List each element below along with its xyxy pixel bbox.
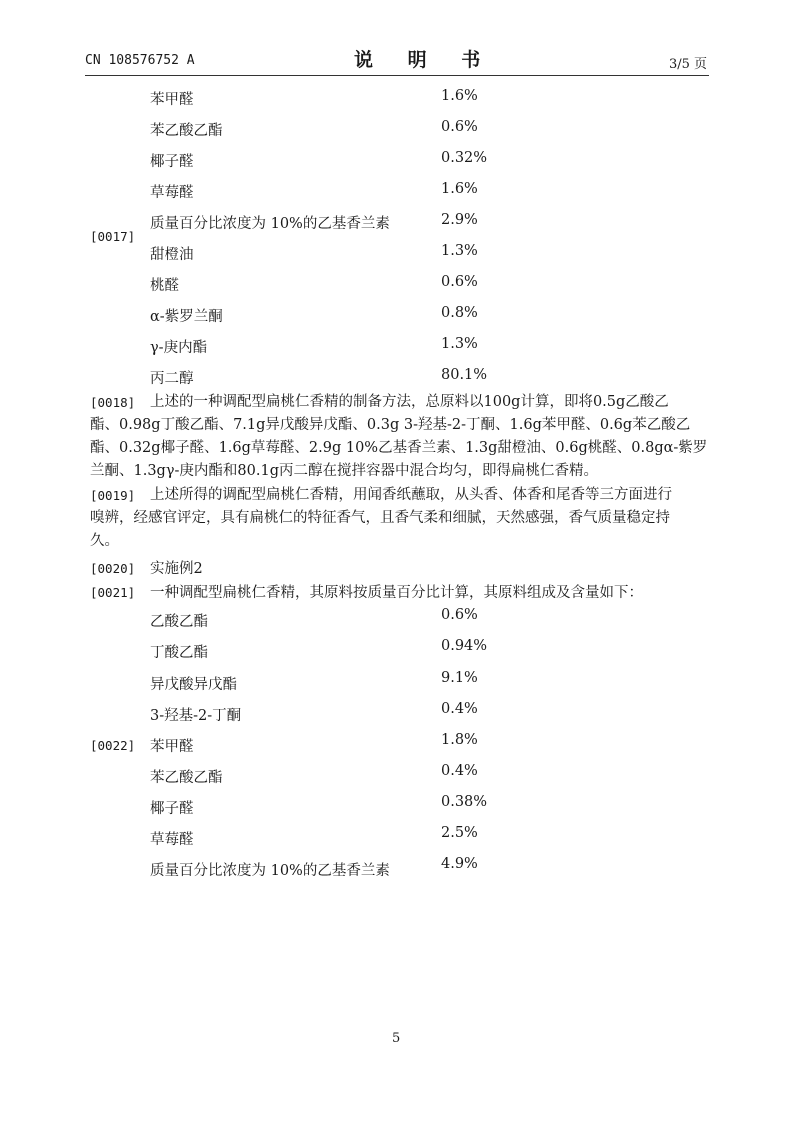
- paragraph-0018: [90, 391, 710, 483]
- paragraph-number: [0020]: [90, 561, 136, 576]
- example-heading: 实施例2: [150, 561, 203, 577]
- ingredient-name: 质量百分比浓度为 10%的乙基香兰素: [150, 216, 390, 232]
- ingredient-name: 质量百分比浓度为 10%的乙基香兰素: [150, 863, 390, 879]
- ingredient-name: 丁酸乙酯: [150, 645, 208, 661]
- ingredient-percent: 0.32%: [441, 150, 488, 166]
- ingredient-percent: 1.3%: [441, 243, 478, 259]
- paragraph-line: 兰酮、1.3gγ-庚内酯和80.1g丙二醇在搅拌容器中混合均匀，即得扁桃仁香精。: [90, 463, 598, 479]
- ingredient-name: 桃醛: [150, 278, 179, 294]
- ingredient-percent: 2.5%: [441, 825, 478, 841]
- paragraph-line: 酯、0.32g椰子醛、1.6g草莓醛、2.9g 10%乙基香兰素、1.3g甜橙油、0.6g桃醛、0.8gα-紫罗: [90, 440, 708, 456]
- ingredient-name: α-紫罗兰酮: [150, 309, 223, 325]
- ingredient-name: 甜橙油: [150, 247, 194, 263]
- ingredient-name: 苯甲醛: [150, 739, 194, 755]
- ingredient-percent: 2.9%: [441, 212, 478, 228]
- paragraph-line: 嗅辨，经感官评定，具有扁桃仁的特征香气，且香气柔和细腻，天然感强，香气质量稳定持: [90, 510, 670, 526]
- ingredient-name: 丙二醇: [150, 371, 194, 387]
- paragraph-number: [0017]: [90, 229, 136, 244]
- ingredient-name: 乙酸乙酯: [150, 614, 208, 630]
- paragraph-line: 酯、0.98g丁酸乙酯、7.1g异戊酸异戊酯、0.3g 3-羟基-2-丁酮、1.6g苯甲醛、0.6g苯乙酸乙: [90, 417, 691, 433]
- ingredient-percent: 0.8%: [441, 305, 478, 321]
- ingredient-percent: 0.6%: [441, 274, 478, 290]
- ingredient-name: 苯乙酸乙酯: [150, 123, 223, 139]
- ingredient-percent: 1.3%: [441, 336, 478, 352]
- ingredient-percent: 0.6%: [441, 607, 478, 623]
- ingredient-name: 椰子醛: [150, 801, 194, 817]
- paragraph-line: 上述的一种调配型扁桃仁香精的制备方法，总原料以100g计算，即将0.5g乙酸乙: [150, 394, 669, 410]
- ingredient-percent: 0.4%: [441, 701, 478, 717]
- ingredient-name: 3-羟基-2-丁酮: [150, 708, 242, 724]
- ingredient-percent: 80.1%: [441, 367, 488, 383]
- page-title: 说 明 书: [354, 49, 495, 71]
- page-indicator: 3/5 页: [668, 57, 707, 72]
- ingredient-percent: 1.8%: [441, 732, 478, 748]
- ingredient-name: 苯乙酸乙酯: [150, 770, 223, 786]
- paragraph-number: [0021]: [90, 585, 136, 600]
- paragraph-number: [0018]: [90, 395, 136, 410]
- paragraph-line: 上述所得的调配型扁桃仁香精，用闻香纸蘸取，从头香、体香和尾香等三方面进行: [150, 487, 672, 503]
- ingredient-percent: 0.94%: [441, 638, 488, 654]
- ingredient-name: 草莓醛: [150, 185, 194, 201]
- paragraph-number: [0022]: [90, 738, 136, 753]
- paragraph-line: 久。: [90, 533, 119, 549]
- ingredient-percent: 0.38%: [441, 794, 488, 810]
- ingredient-name: γ-庚内酯: [150, 340, 208, 356]
- ingredient-percent: 1.6%: [441, 181, 478, 197]
- paragraph-0019: [90, 484, 710, 553]
- ingredient-percent: 0.6%: [441, 119, 478, 135]
- ingredient-percent: 9.1%: [441, 670, 478, 686]
- ingredient-name: 草莓醛: [150, 832, 194, 848]
- paragraph-number: [0019]: [90, 488, 136, 503]
- header-rule: [85, 75, 709, 76]
- paragraph-0021: 一种调配型扁桃仁香精，其原料按质量百分比计算，其原料组成及含量如下：: [150, 585, 643, 601]
- ingredient-name: 椰子醛: [150, 154, 194, 170]
- patent-number: CN 108576752 A: [85, 53, 195, 68]
- ingredient-percent: 1.6%: [441, 88, 478, 104]
- ingredient-percent: 0.4%: [441, 763, 478, 779]
- ingredient-name: 异戊酸异戊酯: [150, 677, 237, 693]
- ingredient-percent: 4.9%: [441, 856, 478, 872]
- page-number: 5: [392, 1031, 401, 1046]
- ingredient-name: 苯甲醛: [150, 92, 194, 108]
